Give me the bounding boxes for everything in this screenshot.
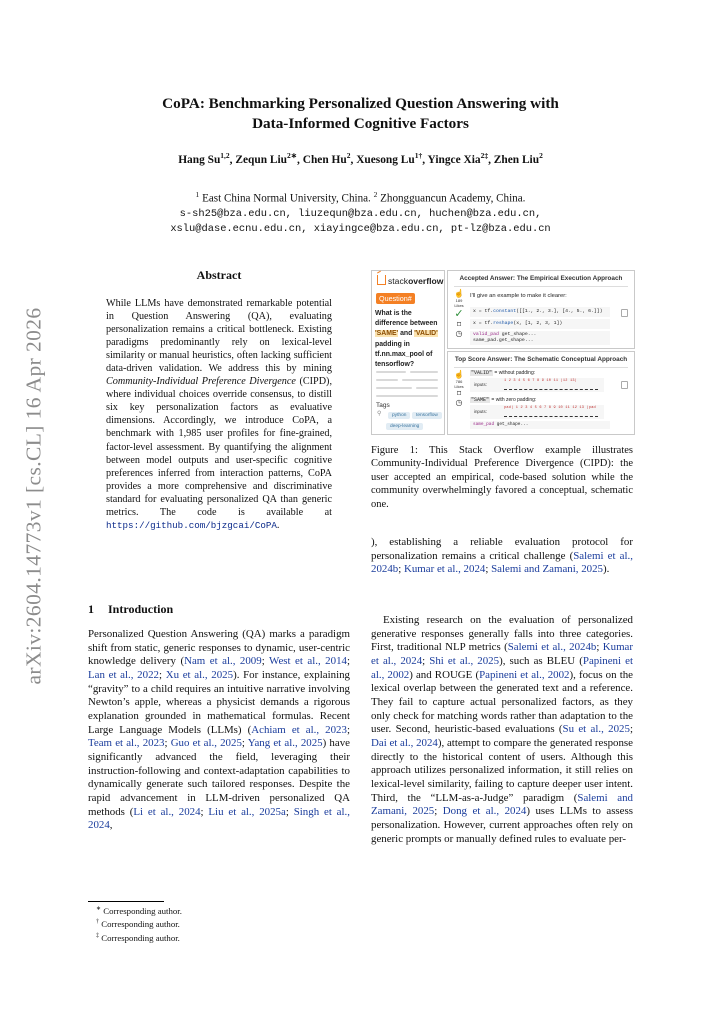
bookmark-icon[interactable]: ⌑	[456, 320, 462, 329]
citation-link[interactable]: Dong et al., 2024	[442, 805, 527, 818]
valid-padding-diagram: inputs: 1 2 3 4 5 6 7 8 9 10 11 |12 13|	[470, 378, 604, 392]
citation-link[interactable]: Xu et al., 2025	[165, 668, 234, 681]
figure-1	[371, 270, 633, 433]
title-line-1: CoPA: Benchmarking Personalized Question Answering with	[162, 95, 559, 112]
vote-count: 786 Likes	[454, 379, 464, 389]
top-score-answer-panel	[447, 351, 635, 435]
abstract-text: While LLMs have demonstrated remarkable potential in Question Answering (QA), evaluating personalization remains a critical bottleneck. Existing paradigms predominantly rely on lexical-level similarity or manual heuristics, often lacking sufficient data-driven validation. We address this by mining Community-Individual Preference Divergence (CIPD), where individual choices override consensus, to distill six key personalization factors as evaluative dimensions. Accordingly, we introduce CoPA, a benchmark with 1,985 user profiles for fine-grained, factor-level assessment. By quantifying the alignment between model outputs and user-specific cognitive preferences inferred from interaction patterns, CoPA provides a more comprehensive and discriminative standard for evaluating personalized QA than generic metrics. The code is available at https://github.com/bjzgcai/CoPA.	[106, 298, 332, 531]
footnote: † Corresponding author.	[96, 919, 180, 930]
citation-link[interactable]: Kumar et al., 2024	[403, 563, 486, 576]
author: Hang Su$^{1,2}$,	[178, 151, 236, 166]
accepted-check-icon: ✓	[454, 308, 464, 320]
vote-count: 189 Likes	[454, 298, 464, 308]
placeholder-line	[402, 379, 438, 381]
code-block: same_pad get_shape...	[470, 421, 610, 429]
citation-link[interactable]: Lan et al., 2022	[88, 668, 159, 681]
valid-padding-label: "VALID" = without padding:	[471, 370, 536, 376]
intro-paragraph-1-continued: ), establishing a reliable evaluation protocol for personalization remains a critical challenge (Salemi et al., 2024b; Kumar et al., 2024; Salemi and Zamani, 2025).	[371, 536, 633, 576]
placeholder-line	[376, 395, 438, 397]
author: Chen Hu$^2$,	[302, 151, 357, 166]
placeholder-line	[376, 387, 412, 389]
citation-link[interactable]: Singh et al., 2024	[88, 805, 350, 832]
copy-icon[interactable]	[621, 309, 628, 317]
footnotes	[96, 904, 182, 944]
answer-intro: I'll give an example to make it clearer:	[470, 293, 567, 299]
accepted-answer-title: Accepted Answer: The Empirical Execution Approach	[459, 275, 623, 282]
bookmark-icon[interactable]: ⌑	[456, 389, 462, 398]
history-icon[interactable]: ◷	[455, 398, 463, 407]
divider	[454, 367, 628, 368]
citation-link[interactable]: Achiam et al., 2023	[251, 723, 347, 736]
tag-chip[interactable]: python	[388, 412, 410, 419]
citation-link[interactable]: Papineni et al., 2002	[479, 668, 570, 681]
citation-link[interactable]: Salemi et al., 2024b	[371, 549, 633, 576]
copy-icon[interactable]	[621, 381, 628, 389]
placeholder-line	[410, 371, 438, 373]
history-icon[interactable]: ◷	[455, 329, 463, 338]
intro-paragraph-2: Existing research on the evaluation of personalized generative responses generally falls into three categories. First, traditional NLP metrics (Salemi et al., 2024b; Kumar et al., 2024; Shi et al., 2025), such as BLEU (Papineni et al., 2002) and ROUGE (Papineni et al., 2002), focus on the lexical overlap between the generated text and a reference. They fail to capture actual personalized factors, as they only check for matching words rather than adaptation to the user. Second, heuristic-based evaluations (Su et al., 2025; Dai et al., 2024), attempt to compare the generated response directly to the historical content of users. Although this approach utilizes personalized information, it still relies on lexical-level similarity, failing to capture deeper user intent. Third, the “LLM-as-a-Judge” paradigm (Salemi and Zamani, 2025; Dong et al., 2024) uses LLMs to assess personalization. However, current approaches often rely on generic prompts or manually defined rules to evaluate per-	[371, 614, 634, 845]
citation-link[interactable]: Papineni et al., 2002	[371, 654, 633, 681]
vote-column	[452, 289, 466, 338]
question-badge: Question#	[376, 293, 415, 304]
figure-1-caption: Figure 1: This Stack Overflow example illustrates Community-Individual Preference Divergence (CIPD): the user accepted an empirical, code-based solution while the community overwhelmingly favored a conceptual, schematic one.	[371, 445, 633, 510]
citation-link[interactable]: Su et al., 2025	[562, 723, 630, 736]
citation-link[interactable]: Salemi et al., 2024b	[507, 641, 597, 654]
stackoverflow-logo: stackoverflow	[377, 275, 443, 286]
vote-column	[452, 370, 466, 407]
code-block: x = tf.reshape(x, [1, 2, 3, 1])	[470, 319, 610, 329]
placeholder-line	[376, 379, 398, 381]
author: Yingce Xia$^{2\ddagger}$,	[427, 151, 494, 166]
citation-link[interactable]: Li et al., 2024	[133, 805, 201, 818]
citation-link[interactable]: Team et al., 2023	[88, 737, 165, 750]
tags-label: Tags	[376, 402, 390, 409]
placeholder-line	[416, 387, 438, 389]
section-heading-introduction: 1 Introduction	[88, 602, 174, 616]
divider	[454, 286, 628, 287]
citation-link[interactable]: West et al., 2014	[269, 655, 347, 668]
footnote-divider	[88, 901, 164, 902]
code-block: x = tf.constant([[1., 2., 3.], [4., 5., 6.]])	[470, 307, 610, 317]
window-brackets	[504, 413, 598, 417]
affiliations	[88, 187, 633, 237]
citation-link[interactable]: Dai et al., 2024	[371, 736, 438, 749]
citation-link[interactable]: Yang et al., 2025	[247, 737, 323, 750]
citation-link[interactable]: Salemi and Zamani, 2025	[491, 563, 603, 576]
title-line-2: Data-Informed Cognitive Factors	[252, 115, 469, 132]
arxiv-identifier: arXiv:2604.14773v1 [cs.CL] 16 Apr 2026	[21, 307, 46, 685]
link-icon: ⚲	[377, 411, 382, 417]
author: Zhen Liu$^2$	[493, 151, 543, 166]
tag-chip[interactable]: tensorflow	[412, 412, 442, 419]
same-padding-diagram: inputs: pad| 1 2 3 4 5 6 7 8 9 10 11 12 13 |pad	[470, 405, 604, 419]
author: Xuesong $Lu^{1\dagger}$,	[356, 151, 428, 166]
code-block: valid_pad get_shape... same_pad.get_shape...	[470, 331, 610, 345]
footnote: ‡ Corresponding author.	[96, 932, 180, 943]
email-line-1: s-sh25@bza.edu.cn, liuzequn@bza.edu.cn, huchen@bza.edu.cn,	[179, 207, 542, 220]
abstract-heading: Abstract	[196, 268, 242, 282]
intro-paragraph-1: Personalized Question Answering (QA) marks a paradigm shift from static, generic responses to dynamic, user-centric knowledge delivery (Nam et al., 2009; West et al., 2014; Lan et al., 2022; Xu et al., 2025). For instance, explaining “gravity” to a child requires an intuitive narrative involving Newton’s apple, whereas a physicist demands a rigorous explanation grounded in mathematical formulas. Recent Large Language Models (LLMs) (Achiam et al., 2023; Team et al., 2023; Guo et al., 2025; Yang et al., 2025) have significantly advanced the field, leveraging their instruction-following and context-adaptation capabilities to dynamically generate such tailored responses. Despite the rapid advancement in LLM-driven personalized QA methods (Li et al., 2024; Liu et al., 2025a; Singh et al., 2024,	[88, 628, 351, 832]
citation-link[interactable]: Guo et al., 2025	[170, 737, 242, 750]
tag-chip[interactable]: deep-learning	[386, 423, 423, 430]
thumbs-up-icon[interactable]: ☝	[454, 370, 464, 379]
citation-link[interactable]: Salemi and Zamani, 2025	[371, 791, 634, 818]
affiliation-line: $^1$ East China Normal University, China. $^2$ Zhongguancun Academy, China.	[195, 190, 526, 205]
author-list	[88, 151, 633, 166]
citation-link[interactable]: Kumar et al., 2024	[371, 641, 634, 667]
stackoverflow-question-panel	[371, 270, 445, 435]
question-text: What is the difference between 'SAME' and 'VALID' padding in tf.nn.max_pool of tensorflow?	[375, 310, 438, 369]
code-link[interactable]: https://github.com/bjzgcai/CoPA	[106, 519, 277, 531]
arxiv-identifier-sidebar	[8, 298, 60, 694]
paper-title	[88, 94, 633, 134]
stackoverflow-icon	[377, 275, 386, 285]
window-brackets	[504, 386, 598, 390]
citation-link[interactable]: Nam et al., 2009	[184, 655, 262, 668]
thumbs-up-icon[interactable]: ☝	[454, 289, 464, 298]
placeholder-line	[376, 371, 406, 373]
accepted-answer-panel	[447, 270, 635, 349]
top-score-answer-title: Top Score Answer: The Schematic Conceptual Approach	[454, 356, 628, 363]
citation-link[interactable]: Liu et al., 2025a	[208, 805, 286, 818]
same-padding-label: "SAME" = with zero padding:	[471, 397, 537, 403]
citation-link[interactable]: Shi et al., 2025	[429, 654, 500, 667]
author: Zequn Liu$^{2∗}$,	[235, 151, 303, 166]
footnote: ∗ Corresponding author.	[96, 905, 182, 916]
email-line-2: xslu@dase.ecnu.edu.cn, xiayingce@bza.edu.cn, pt-lz@bza.edu.cn	[170, 223, 551, 236]
